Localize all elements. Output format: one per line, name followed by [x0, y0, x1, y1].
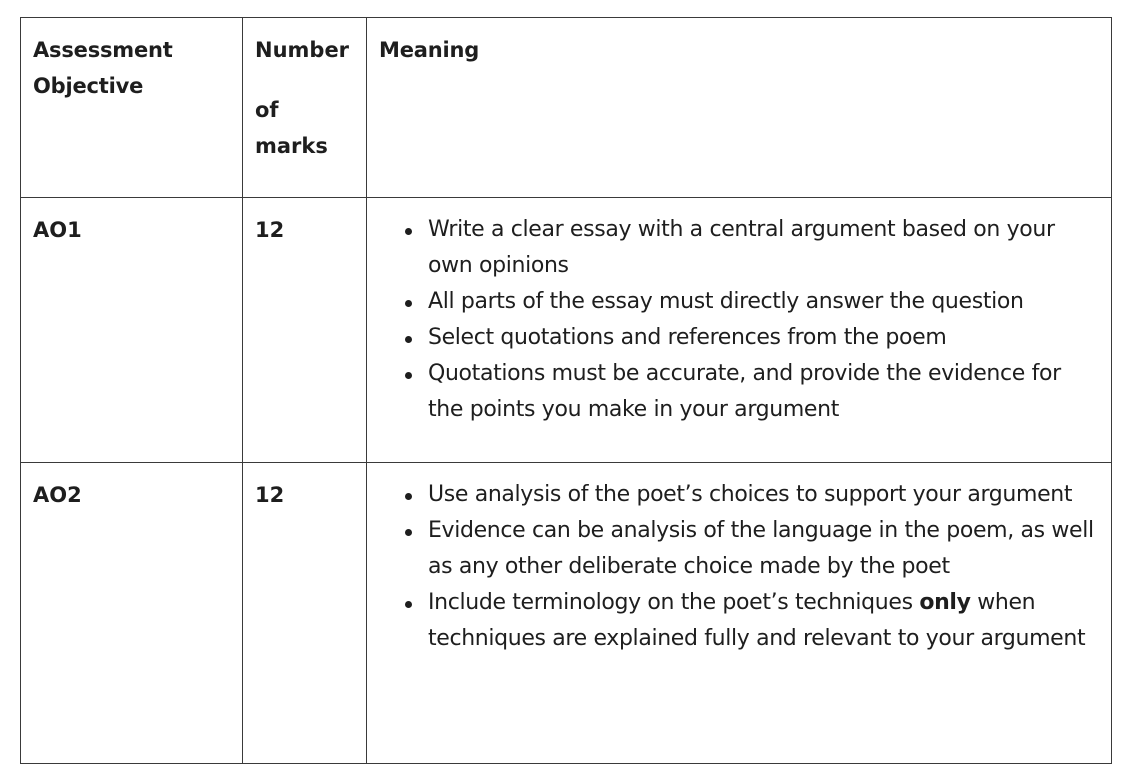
meaning-cell [367, 198, 1112, 463]
list-item: Use analysis of the poet’s choices to support your argument [428, 477, 1097, 513]
table-header-row [21, 18, 1112, 198]
list-item-text: Include terminology on the poet’s techniques [428, 590, 920, 615]
objective-cell [21, 198, 243, 463]
header-marks-cell [243, 18, 367, 198]
meaning-list [367, 212, 1097, 428]
objective-label: AO2 [33, 483, 82, 507]
list-item: All parts of the essay must directly answer the question [428, 284, 1097, 320]
marks-cell [243, 198, 367, 463]
objective-cell [21, 463, 243, 764]
list-item: Evidence can be analysis of the language in the poem, as well as any other deliberate choice made by the poet [428, 513, 1097, 585]
list-item-text: when techniques are explained fully and relevant to your argument [428, 590, 1086, 651]
header-marks-line3: marks [255, 134, 328, 158]
header-marks-line2: of [255, 98, 279, 122]
list-item: Write a clear essay with a central argument based on your own opinions [428, 212, 1097, 284]
header-meaning: Meaning [379, 38, 480, 62]
table-row [21, 463, 1112, 764]
header-marks [243, 18, 366, 164]
emphasis-text: only [919, 590, 971, 615]
marks-value: 12 [255, 483, 285, 507]
table-row [21, 198, 1112, 463]
list-item [428, 585, 1097, 657]
objective-label: AO1 [33, 218, 82, 242]
marks-cell [243, 463, 367, 764]
header-meaning-cell [367, 18, 1112, 198]
assessment-objectives-table [20, 17, 1112, 764]
marks-value: 12 [255, 218, 285, 242]
header-marks-line1: Number [255, 38, 350, 62]
meaning-cell [367, 463, 1112, 764]
list-item: Quotations must be accurate, and provide the evidence for the points you make in your argument [428, 356, 1097, 428]
list-item: Select quotations and references from the poem [428, 320, 1097, 356]
meaning-list [367, 477, 1097, 657]
header-objective-cell [21, 18, 243, 198]
header-objective: Assessment Objective [33, 38, 173, 98]
